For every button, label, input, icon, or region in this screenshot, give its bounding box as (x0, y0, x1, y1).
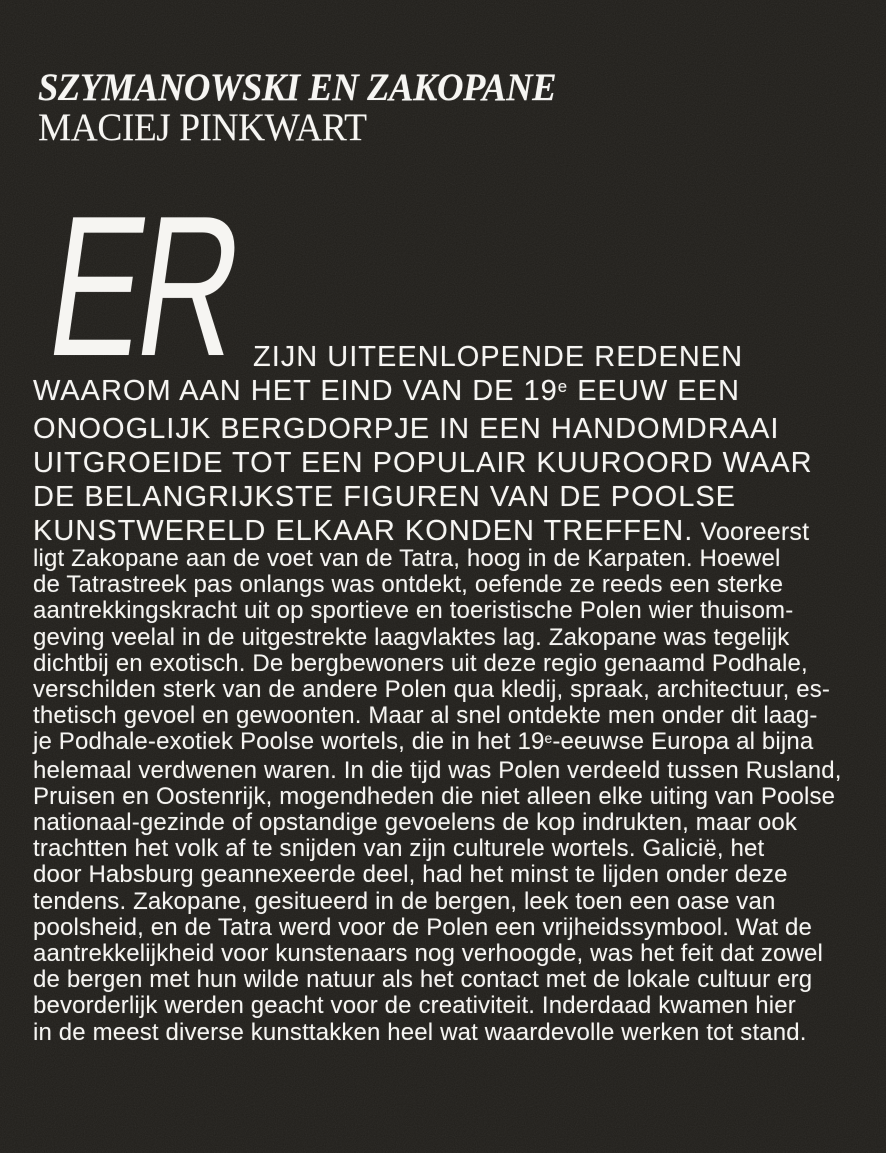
body-line: helemaal verdwenen waren. In die tijd was Polen verdeeld tussen Rusland, (33, 756, 842, 784)
lede-paragraph (33, 340, 853, 549)
lede-line: UITGROEIDE TOT EEN POPULAIR KUUROORD WAAR (33, 447, 813, 479)
lede-line: WAAROM AAN HET EIND VAN DE 19e EEUW EEN (33, 375, 740, 407)
article-header (38, 68, 589, 147)
body-line: je Podhale-exotiek Poolse wortels, die in het 19e-eeuwse Europa al bijna (33, 728, 814, 756)
body-paragraph (33, 546, 863, 1046)
body-line: de bergen met hun wilde natuur als het contact met de lokale cultuur erg (33, 966, 813, 994)
lede-line: DE BELANGRIJKSTE FIGUREN VAN DE POOLSE (33, 481, 737, 513)
body-line: de Tatrastreek pas onlangs was ontdekt, oefende ze reeds een sterke (33, 571, 784, 599)
body-line: trachtten het volk af te snijden van zijn culturele wortels. Galicië, het (33, 835, 765, 863)
lede-line: ZIJN UITEENLOPENDE REDENEN (253, 341, 744, 373)
lede-line: ONOOGLIJK BERGDORPJE IN EEN HANDOMDRAAI (33, 413, 780, 445)
body-line: in de meest diverse kunsttakken heel wat waardevolle werken tot stand. (33, 1018, 807, 1046)
body-line: poolsheid, en de Tatra werd voor de Polen een vrijheidssymbool. Wat de (33, 913, 812, 941)
body-line: tendens. Zakopane, gesitueerd in de bergen, leek toen een oase van (33, 887, 776, 915)
lede-tail-text: Vooreerst (693, 518, 810, 546)
dropcap-initials: ER (36, 175, 252, 398)
body-line: aantrekkingskracht uit op sportieve en toeristische Polen wier thuisom- (33, 597, 794, 625)
body-line: geving veelal in de uitgestrekte laagvlaktes lag. Zakopane was tegelijk (33, 623, 790, 651)
body-line: door Habsburg geannexeerde deel, had het minst te lijden onder deze (33, 861, 788, 889)
body-line: dichtbij en exotisch. De bergbewoners uit deze regio genaamd Podhale, (33, 649, 808, 677)
lede-line: KUNSTWERELD ELKAAR KONDEN TREFFEN. Vooreerst (33, 515, 810, 547)
body-line: Pruisen en Oostenrijk, mogendheden die niet alleen elke uiting van Poolse (33, 782, 836, 810)
body-line: bevorderlijk werden geacht voor de creativiteit. Inderdaad kwamen hier (33, 992, 796, 1020)
superscript: e (557, 376, 569, 396)
body-line: aantrekkelijkheid voor kunstenaars nog verhoogde, was het feit dat zowel (33, 940, 823, 968)
superscript: e (544, 729, 553, 746)
body-line: nationaal-gezinde of opstandige gevoelens de kop indrukten, maar ook (33, 809, 798, 837)
body-line: verschilden sterk van de andere Polen qua kledij, spraak, architectuur, es- (33, 676, 831, 704)
body-line: ligt Zakopane aan de voet van de Tatra, hoog in de Karpaten. Hoewel (33, 545, 781, 572)
body-line: thetisch gevoel en gewoonten. Maar al snel ontdekte men onder dit laag- (33, 702, 818, 730)
article-title: SZYMANOWSKI EN ZAKOPANE (38, 66, 557, 109)
article-author: MACIEJ PINKWART (38, 106, 367, 149)
